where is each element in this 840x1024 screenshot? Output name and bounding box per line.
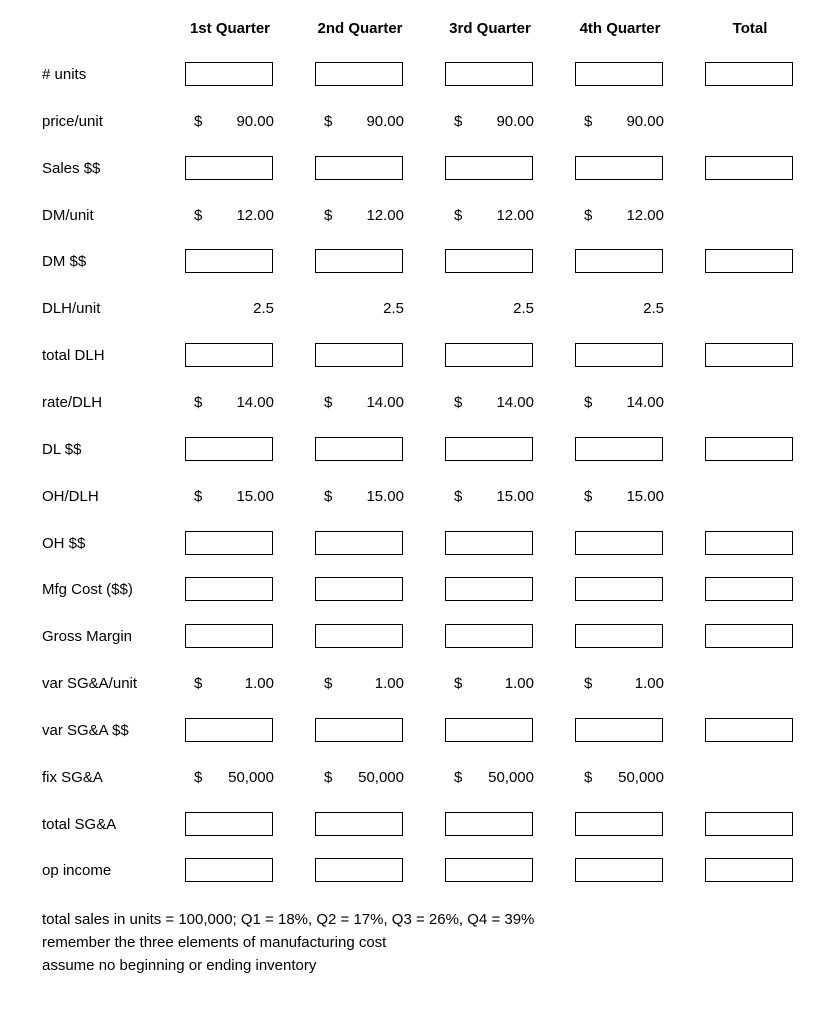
row-label: DM/unit [42,207,94,224]
cell-number: 2.5 [383,300,404,317]
currency-symbol: $ [194,675,203,692]
row-label: DLH/unit [42,300,101,317]
quarter-2-input[interactable] [315,812,403,836]
cell-number: 15.00 [626,488,664,505]
quarter-3-input[interactable] [445,62,533,86]
total-input[interactable] [705,62,793,86]
cell-number: 1.00 [504,675,534,692]
quarter-1-value [194,203,274,229]
note-sales-units: total sales in units = 100,000; Q1 = 18%, Q2 = 17%, Q3 = 26%, Q4 = 39% [42,911,535,928]
column-header-1: 1st Quarter [189,20,271,37]
table-row [0,203,840,229]
row-label: DL $$ [42,441,82,458]
cell-number: 12.00 [366,207,404,224]
cell-number: 12.00 [626,207,664,224]
currency-symbol: $ [324,488,333,505]
cell-number: 2.5 [643,300,664,317]
quarter-4-input[interactable] [575,343,663,367]
quarter-2-value [324,296,404,322]
cell-number: 1.00 [634,675,664,692]
quarter-2-value [324,671,404,697]
total-input[interactable] [705,624,793,648]
quarter-3-input[interactable] [445,249,533,273]
quarter-1-input[interactable] [185,531,273,555]
quarter-3-value [454,671,534,697]
column-header-2: 2nd Quarter [317,20,403,37]
row-label: Sales $$ [42,160,101,177]
quarter-3-value [454,109,534,135]
quarter-4-value [584,296,664,322]
currency-symbol: $ [584,488,593,505]
currency-symbol: $ [584,769,593,786]
row-label: OH $$ [42,535,86,552]
currency-symbol: $ [454,394,463,411]
quarter-4-value [584,390,664,416]
cell-number: 90.00 [496,113,534,130]
currency-symbol: $ [584,675,593,692]
quarter-4-value [584,671,664,697]
table-row [0,858,840,884]
quarter-2-input[interactable] [315,343,403,367]
column-header-5: Total [732,20,768,37]
cell-number: 14.00 [626,394,664,411]
quarter-1-input[interactable] [185,812,273,836]
quarter-2-input[interactable] [315,858,403,882]
quarter-1-value [194,765,274,791]
quarter-3-value [454,390,534,416]
cell-number: 14.00 [496,394,534,411]
quarter-1-value [194,390,274,416]
quarter-4-input[interactable] [575,624,663,648]
total-input[interactable] [705,812,793,836]
row-label: var SG&A $$ [42,722,129,739]
currency-symbol: $ [454,488,463,505]
row-label: op income [42,862,112,879]
quarter-2-input[interactable] [315,577,403,601]
cell-number: 2.5 [513,300,534,317]
quarter-3-value [454,203,534,229]
quarter-2-value [324,203,404,229]
total-input[interactable] [705,249,793,273]
column-header-row [0,18,840,40]
cell-number: 90.00 [626,113,664,130]
total-input[interactable] [705,718,793,742]
cell-number: 2.5 [253,300,274,317]
quarter-1-value [194,484,274,510]
quarter-4-input[interactable] [575,156,663,180]
quarter-3-input[interactable] [445,343,533,367]
row-label: total DLH [42,347,105,364]
table-row [0,390,840,416]
cell-number: 50,000 [358,769,404,786]
quarter-2-input[interactable] [315,437,403,461]
note-inventory: assume no beginning or ending inventory [42,957,317,974]
quarter-2-value [324,765,404,791]
quarter-2-input[interactable] [315,249,403,273]
cell-number: 15.00 [236,488,274,505]
cell-number: 15.00 [366,488,404,505]
quarter-1-input[interactable] [185,858,273,882]
quarter-2-input[interactable] [315,624,403,648]
quarter-1-input[interactable] [185,62,273,86]
quarter-3-input[interactable] [445,858,533,882]
quarter-4-input[interactable] [575,718,663,742]
cell-number: 90.00 [366,113,404,130]
table-row [0,343,840,369]
quarter-4-input[interactable] [575,577,663,601]
currency-symbol: $ [454,675,463,692]
quarter-1-value [194,671,274,697]
currency-symbol: $ [584,394,593,411]
quarter-4-value [584,203,664,229]
cell-number: 50,000 [488,769,534,786]
cell-number: 15.00 [496,488,534,505]
row-label: total SG&A [42,816,117,833]
quarter-1-input[interactable] [185,156,273,180]
cell-number: 1.00 [374,675,404,692]
total-input[interactable] [705,531,793,555]
table-row [0,671,840,697]
total-input[interactable] [705,577,793,601]
table-row [0,437,840,463]
table-row [0,249,840,275]
quarter-1-value [194,296,274,322]
currency-symbol: $ [324,207,333,224]
quarter-1-input[interactable] [185,343,273,367]
quarter-2-value [324,484,404,510]
quarter-3-value [454,765,534,791]
currency-symbol: $ [194,207,203,224]
quarter-1-input[interactable] [185,249,273,273]
table-row [0,109,840,135]
quarter-4-input[interactable] [575,858,663,882]
table-row [0,156,840,182]
total-input[interactable] [705,858,793,882]
quarter-1-input[interactable] [185,718,273,742]
total-input[interactable] [705,437,793,461]
currency-symbol: $ [324,769,333,786]
currency-symbol: $ [324,394,333,411]
cell-number: 12.00 [236,207,274,224]
quarter-3-input[interactable] [445,437,533,461]
currency-symbol: $ [584,113,593,130]
quarter-4-value [584,765,664,791]
currency-symbol: $ [194,488,203,505]
quarter-2-value [324,390,404,416]
table-row [0,718,840,744]
quarter-3-value [454,484,534,510]
quarter-4-input[interactable] [575,62,663,86]
row-label: DM $$ [42,253,87,270]
quarter-4-value [584,109,664,135]
cell-number: 90.00 [236,113,274,130]
currency-symbol: $ [324,675,333,692]
column-header-4: 4th Quarter [579,20,661,37]
row-label: Mfg Cost ($$) [42,581,133,598]
total-input[interactable] [705,156,793,180]
currency-symbol: $ [584,207,593,224]
quarter-4-input[interactable] [575,531,663,555]
quarter-2-input[interactable] [315,156,403,180]
quarter-2-value [324,109,404,135]
quarter-4-value [584,484,664,510]
cell-number: 50,000 [228,769,274,786]
table-row [0,62,840,88]
quarter-1-input[interactable] [185,577,273,601]
quarter-3-input[interactable] [445,624,533,648]
quarter-3-input[interactable] [445,577,533,601]
quarter-1-input[interactable] [185,624,273,648]
quarter-3-input[interactable] [445,812,533,836]
cell-number: 50,000 [618,769,664,786]
quarter-3-value [454,296,534,322]
table-row [0,812,840,838]
quarter-2-input[interactable] [315,531,403,555]
row-label: OH/DLH [42,488,99,505]
row-label: rate/DLH [42,394,103,411]
row-label: price/unit [42,113,103,130]
quarter-2-input[interactable] [315,62,403,86]
cell-number: 12.00 [496,207,534,224]
quarter-3-input[interactable] [445,156,533,180]
table-row [0,577,840,603]
quarter-4-input[interactable] [575,812,663,836]
note-mfg-cost: remember the three elements of manufacturing cost [42,934,387,951]
currency-symbol: $ [194,113,203,130]
quarter-3-input[interactable] [445,531,533,555]
cell-number: 14.00 [236,394,274,411]
currency-symbol: $ [454,769,463,786]
quarter-4-input[interactable] [575,437,663,461]
total-input[interactable] [705,343,793,367]
table-row [0,624,840,650]
table-row [0,765,840,791]
row-label: var SG&A/unit [42,675,138,692]
table-row [0,484,840,510]
quarter-2-input[interactable] [315,718,403,742]
table-row [0,531,840,557]
quarter-3-input[interactable] [445,718,533,742]
row-label: Gross Margin [42,628,133,645]
table-row [0,296,840,322]
cell-number: 14.00 [366,394,404,411]
currency-symbol: $ [324,113,333,130]
row-label: # units [42,66,87,83]
currency-symbol: $ [454,207,463,224]
instructions-notes [42,908,534,977]
currency-symbol: $ [454,113,463,130]
cell-number: 1.00 [244,675,274,692]
quarter-1-input[interactable] [185,437,273,461]
row-label: fix SG&A [42,769,103,786]
currency-symbol: $ [194,769,203,786]
column-header-3: 3rd Quarter [449,20,531,37]
quarter-1-value [194,109,274,135]
currency-symbol: $ [194,394,203,411]
quarter-4-input[interactable] [575,249,663,273]
